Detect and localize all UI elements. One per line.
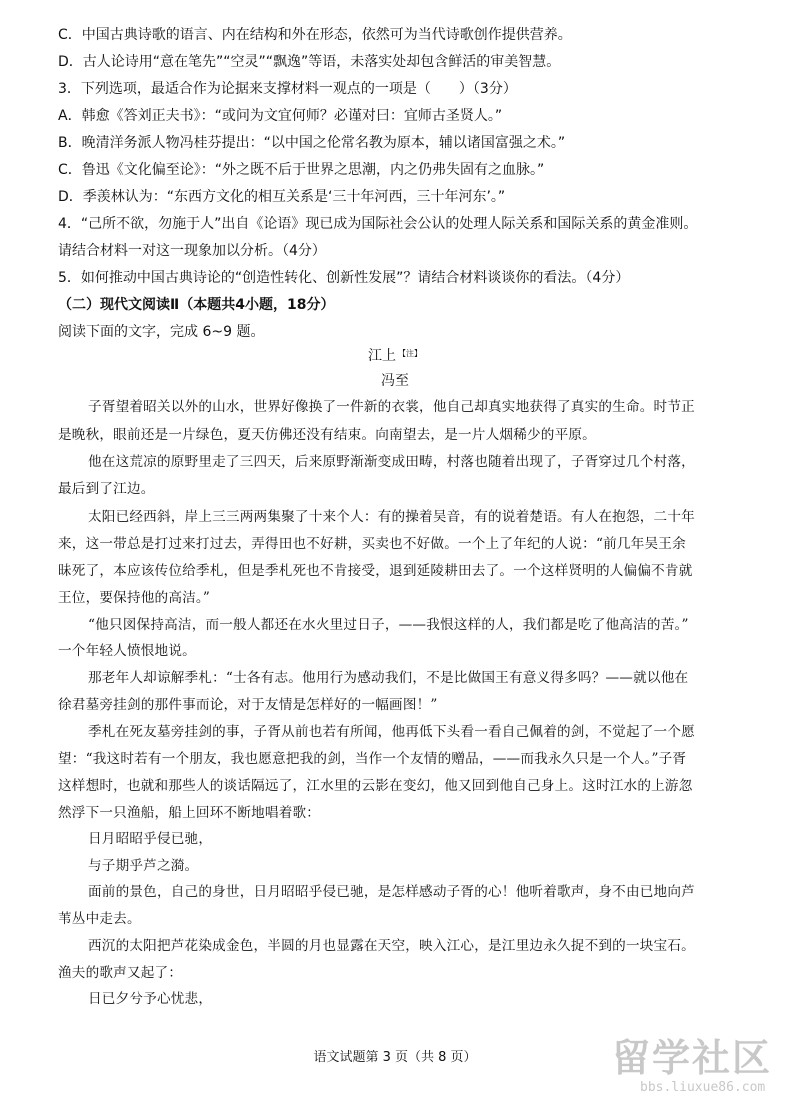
- story-line: 望：“我这时若有一个朋友，我也愿意把我的剑，当作一个友情的赠品，——而我永久只是一个人。”子胥: [58, 751, 687, 767]
- story-line: 徐君墓旁挂剑的那件事而论，对于友情是怎样好的一幅画图！”: [58, 697, 438, 713]
- story-line: 太阳已经西斜，岸上三三两两集聚了十来个人：有的操着吴音，有的说着楚语。有人在抱怨，二十年: [88, 509, 695, 525]
- story-line: “他只図保持高洁，而一般人都还在水火里过日子，——我恨这样的人，我们都是吃了他高洁的苦。”: [88, 617, 689, 633]
- story-line: 然浮下一只渔船，船上回环不断地唱着歌：: [58, 805, 321, 821]
- story-line: 是晚秋，眼前还是一片绿色，夏天仿佛还没有结束。向南望去，是一片人烟稀少的平原。: [58, 427, 596, 443]
- story-line: 王位，要保持他的高洁。”: [58, 590, 211, 606]
- story-line: 苇丛中走去。: [58, 911, 141, 927]
- story-line: 他在这荒凉的原野里走了三四天，后来原野渐渐变成田畴，村落也随着出现了，子胥穿过几个村落，: [88, 454, 695, 470]
- q3-option-a: A．韩愈《答刘正夫书》：“或问为文宜何师？必谨对曰：宜师古圣贤人。”: [58, 108, 503, 124]
- poem-line: 日月昭昭乎侵已驰，: [88, 831, 213, 847]
- watermark-logo-text: 留学社区: [612, 1036, 773, 1080]
- story-line: 面前的景色，自己的身世，日月昭昭乎侵已驰，是怎样感动子胥的心！他听着歌声，身不由已地向芦: [88, 884, 695, 900]
- watermark-url: bbs.liuxue86.com: [640, 1080, 766, 1095]
- story-title-note: 【注】: [398, 349, 422, 358]
- story-line: 那老年人却谅解季札：“士各有志。他用行为感动我们，不是比做国王有意义得多吗？——就以他在: [88, 670, 689, 686]
- story-line: 昧死了，本应该传位给季札，但是季札死也不肯接受，退到延陵耕田去了。一个这样贤明的人偏偏不肯就: [58, 563, 693, 579]
- option-d: D．古人论诗用“意在笔先”“空灵”“飘逸”等语，未落实处却包含鲜活的审美智慧。: [58, 54, 561, 70]
- question-3: 3．下列选项，最适合作为论据来支撑材料一观点的一项是（ ）（3分）: [58, 81, 517, 97]
- story-line: 一个年轻人愤恨地说。: [58, 643, 196, 659]
- instruction: 阅读下面的文字，完成 6~9 题。: [58, 324, 265, 340]
- story-line: 最后到了江边。: [58, 481, 155, 497]
- story-title: [0, 347, 790, 365]
- story-line: 西沉的太阳把芦花染成金色，半圆的月也显露在天空，映入江心，是江里边永久捉不到的一块宝石。: [88, 938, 695, 954]
- q3-option-c: C．鲁迅《文化偏至论》：“外之既不后于世界之思潮，内之仍弗失固有之血脉。”: [58, 162, 545, 178]
- question-5: 5．如何推动中国古典诗论的“创造性转化、创新性发展”？请结合材料谈谈你的看法。（4分）: [58, 270, 630, 286]
- story-line: 这样想时，也就和那些人的谈话隔远了，江水里的云影在变幻，他又回到他自己身上。这时江水的上游忽: [58, 778, 693, 794]
- q3-option-b: B．晚清洋务派人物冯桂芬提出：“以中国之伦常名教为原本，辅以诸国富强之术。”: [58, 135, 566, 151]
- poem-line: 日已夕兮予心忧悲，: [88, 991, 213, 1007]
- question-4: 4．“己所不欲，勿施于人”出自《论语》现已成为国际社会公认的处理人际关系和国际关系的黄金准则。: [58, 216, 698, 232]
- site-watermark: [612, 1036, 782, 1098]
- story-line: 季札在死友墓旁挂剑的事，子胥从前也若有所闻，他再低下头看一看自己佩着的剑，不觉起了一个愿: [88, 724, 695, 740]
- story-title-text: 江上: [368, 348, 396, 364]
- option-c: C．中国古典诗歌的语言、内在结构和外在形态，依然可为当代诗歌创作提供营养。: [58, 27, 572, 43]
- q3-option-d: D．季羡林认为：“东西方文化的相互关系是‘三十年河西，三十年河东’。”: [58, 189, 506, 205]
- story-line: 子胥望着昭关以外的山水，世界好像换了一件新的衣裳，他自己却真实地获得了真实的生命。时节正: [88, 399, 695, 415]
- page-footer: 语文试题第 3 页（共 8 页）: [313, 1050, 477, 1065]
- poem-line: 与子期乎芦之漪。: [88, 858, 199, 874]
- question-4-cont: 请结合材料一对这一现象加以分析。（4分）: [58, 243, 326, 259]
- story-line: 来，这一带总是打过来打过去，弄得田也不好耕，买卖也不好做。一个上了年纪的人说：“前几年吴王余: [58, 536, 686, 552]
- story-author: 冯至: [381, 373, 409, 389]
- section-heading: （二）现代文阅读Ⅱ（本题共4小题，18分）: [58, 297, 335, 313]
- story-line: 渔夫的歌声又起了：: [58, 965, 183, 981]
